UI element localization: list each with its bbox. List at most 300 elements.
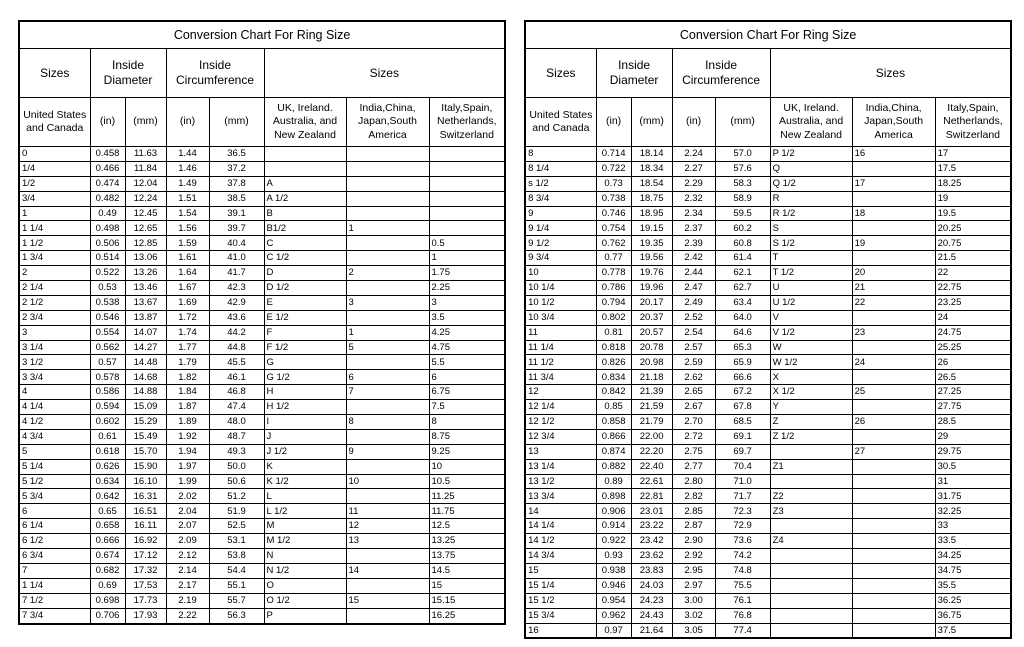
cell-us-canada-size: 1 1/4 (19, 578, 90, 593)
cell-diameter-in: 0.898 (596, 489, 631, 504)
cell-uk-size: N (264, 549, 346, 564)
cell-circumference-in: 2.29 (672, 176, 715, 191)
cell-uk-size (770, 549, 852, 564)
cell-india-size: 17 (852, 176, 935, 191)
cell-uk-size: R 1/2 (770, 206, 852, 221)
cell-diameter-in: 0.746 (596, 206, 631, 221)
cell-diameter-mm: 23.01 (631, 504, 672, 519)
cell-circumference-mm: 46.1 (209, 370, 264, 385)
cell-diameter-in: 0.682 (90, 563, 125, 578)
cell-circumference-in: 1.82 (166, 370, 209, 385)
cell-circumference-mm: 73.6 (715, 534, 770, 549)
cell-us-canada-size: 15 1/4 (525, 578, 596, 593)
cell-diameter-in: 0.586 (90, 385, 125, 400)
table-row (525, 415, 1011, 430)
cell-italy-size: 23.25 (935, 295, 1011, 310)
cell-india-size (852, 519, 935, 534)
cell-india-size (346, 578, 429, 593)
cell-us-canada-size: 1 1/2 (19, 236, 90, 251)
cell-diameter-in: 0.778 (596, 266, 631, 281)
cell-circumference-mm: 43.6 (209, 310, 264, 325)
cell-circumference-in: 1.97 (166, 459, 209, 474)
table-row (525, 459, 1011, 474)
cell-italy-size: 5.5 (429, 355, 505, 370)
cell-italy-size: 6.75 (429, 385, 505, 400)
cell-uk-size: E 1/2 (264, 310, 346, 325)
cell-uk-size: L (264, 489, 346, 504)
cell-circumference-in: 2.37 (672, 221, 715, 236)
cell-diameter-in: 0.506 (90, 236, 125, 251)
cell-circumference-in: 2.57 (672, 340, 715, 355)
cell-us-canada-size: 7 1/2 (19, 593, 90, 608)
cell-uk-size: A (264, 176, 346, 191)
cell-diameter-mm: 23.42 (631, 534, 672, 549)
cell-diameter-in: 0.722 (596, 161, 631, 176)
cell-uk-size: P (264, 608, 346, 623)
column-header-circumference-mm: (mm) (209, 98, 264, 147)
cell-india-size: 19 (852, 236, 935, 251)
cell-italy-size: 27.25 (935, 385, 1011, 400)
cell-circumference-in: 2.49 (672, 295, 715, 310)
cell-diameter-mm: 22.20 (631, 444, 672, 459)
cell-diameter-in: 0.546 (90, 310, 125, 325)
cell-italy-size: 8 (429, 415, 505, 430)
cell-diameter-mm: 14.88 (125, 385, 166, 400)
cell-italy-size: 19.5 (935, 206, 1011, 221)
cell-india-size (346, 176, 429, 191)
cell-us-canada-size: 9 (525, 206, 596, 221)
cell-circumference-in: 2.02 (166, 489, 209, 504)
cell-circumference-in: 2.09 (166, 534, 209, 549)
column-header-us-canada: United States and Canada (19, 98, 90, 147)
cell-circumference-mm: 53.8 (209, 549, 264, 564)
cell-diameter-in: 0.522 (90, 266, 125, 281)
cell-diameter-mm: 11.63 (125, 147, 166, 162)
cell-circumference-in: 2.44 (672, 266, 715, 281)
cell-circumference-in: 2.34 (672, 206, 715, 221)
cell-italy-size: 9.25 (429, 444, 505, 459)
cell-india-size: 16 (852, 147, 935, 162)
cell-diameter-in: 0.602 (90, 415, 125, 430)
cell-diameter-in: 0.57 (90, 355, 125, 370)
cell-diameter-in: 0.962 (596, 608, 631, 623)
cell-uk-size: W 1/2 (770, 355, 852, 370)
cell-india-size: 27 (852, 444, 935, 459)
cell-circumference-mm: 75.5 (715, 578, 770, 593)
cell-diameter-mm: 15.49 (125, 429, 166, 444)
cell-india-size: 8 (346, 415, 429, 430)
cell-circumference-in: 2.19 (166, 593, 209, 608)
table-row (525, 176, 1011, 191)
cell-us-canada-size: 15 3/4 (525, 608, 596, 623)
table-row (525, 623, 1011, 638)
cell-us-canada-size: 14 1/2 (525, 534, 596, 549)
cell-us-canada-size: 13 3/4 (525, 489, 596, 504)
cell-diameter-in: 0.754 (596, 221, 631, 236)
table-row (19, 459, 505, 474)
cell-circumference-in: 2.80 (672, 474, 715, 489)
table-row (19, 206, 505, 221)
cell-us-canada-size: 11 (525, 325, 596, 340)
cell-circumference-mm: 76.1 (715, 593, 770, 608)
table-body (525, 147, 1011, 639)
cell-us-canada-size: 12 (525, 385, 596, 400)
group-header-sizes-intl: Sizes (770, 49, 1011, 98)
cell-diameter-in: 0.946 (596, 578, 631, 593)
cell-italy-size: 10 (429, 459, 505, 474)
cell-india-size (852, 578, 935, 593)
table-row (525, 355, 1011, 370)
cell-diameter-in: 0.714 (596, 147, 631, 162)
cell-diameter-in: 0.826 (596, 355, 631, 370)
cell-circumference-mm: 74.8 (715, 563, 770, 578)
cell-uk-size: K (264, 459, 346, 474)
cell-us-canada-size: 3 1/4 (19, 340, 90, 355)
cell-us-canada-size: 3/4 (19, 191, 90, 206)
cell-us-canada-size: 15 (525, 563, 596, 578)
cell-circumference-mm: 39.7 (209, 221, 264, 236)
cell-circumference-mm: 45.5 (209, 355, 264, 370)
cell-circumference-in: 1.92 (166, 429, 209, 444)
cell-diameter-in: 0.786 (596, 281, 631, 296)
cell-uk-size: I (264, 415, 346, 430)
cell-uk-size: H 1/2 (264, 400, 346, 415)
cell-diameter-mm: 17.53 (125, 578, 166, 593)
table-row (19, 147, 505, 162)
cell-circumference-in: 2.70 (672, 415, 715, 430)
table-row (525, 191, 1011, 206)
cell-circumference-mm: 57.0 (715, 147, 770, 162)
table-row (525, 325, 1011, 340)
group-header-inside-circumference: Inside Circumference (672, 49, 770, 98)
cell-india-size (852, 623, 935, 638)
cell-india-size: 11 (346, 504, 429, 519)
cell-india-size: 6 (346, 370, 429, 385)
cell-circumference-mm: 44.8 (209, 340, 264, 355)
table-row (19, 534, 505, 549)
cell-diameter-mm: 23.22 (631, 519, 672, 534)
cell-diameter-in: 0.858 (596, 415, 631, 430)
cell-uk-size: Z4 (770, 534, 852, 549)
cell-circumference-in: 1.74 (166, 325, 209, 340)
table-row (525, 578, 1011, 593)
cell-circumference-in: 2.42 (672, 251, 715, 266)
table-row (525, 295, 1011, 310)
cell-india-size (346, 429, 429, 444)
cell-diameter-mm: 19.96 (631, 281, 672, 296)
cell-us-canada-size: 2 1/2 (19, 295, 90, 310)
column-header-circumference-mm: (mm) (715, 98, 770, 147)
cell-italy-size: 29.75 (935, 444, 1011, 459)
cell-circumference-in: 2.65 (672, 385, 715, 400)
table-row (19, 563, 505, 578)
cell-circumference-mm: 38.5 (209, 191, 264, 206)
cell-circumference-mm: 44.2 (209, 325, 264, 340)
cell-circumference-mm: 67.2 (715, 385, 770, 400)
cell-circumference-mm: 74.2 (715, 549, 770, 564)
table-row (525, 221, 1011, 236)
table-row (19, 340, 505, 355)
cell-diameter-mm: 12.24 (125, 191, 166, 206)
table-row (19, 251, 505, 266)
cell-circumference-mm: 65.3 (715, 340, 770, 355)
cell-diameter-in: 0.938 (596, 563, 631, 578)
group-header-sizes-intl: Sizes (264, 49, 505, 98)
cell-italy-size: 4.75 (429, 340, 505, 355)
cell-india-size (346, 251, 429, 266)
cell-italy-size (429, 161, 505, 176)
cell-us-canada-size: 1/2 (19, 176, 90, 191)
cell-circumference-in: 2.92 (672, 549, 715, 564)
cell-circumference-mm: 60.8 (715, 236, 770, 251)
table-row (19, 474, 505, 489)
cell-uk-size: H (264, 385, 346, 400)
cell-circumference-in: 2.22 (166, 608, 209, 623)
cell-uk-size: S 1/2 (770, 236, 852, 251)
cell-us-canada-size: 12 3/4 (525, 429, 596, 444)
cell-diameter-in: 0.954 (596, 593, 631, 608)
cell-circumference-in: 3.02 (672, 608, 715, 623)
column-header-us-canada: United States and Canada (525, 98, 596, 147)
cell-circumference-mm: 72.9 (715, 519, 770, 534)
cell-india-size (852, 251, 935, 266)
cell-us-canada-size: 11 1/2 (525, 355, 596, 370)
cell-uk-size: Q (770, 161, 852, 176)
cell-us-canada-size: 1 (19, 206, 90, 221)
cell-diameter-mm: 16.92 (125, 534, 166, 549)
cell-india-size (346, 147, 429, 162)
cell-india-size (852, 608, 935, 623)
cell-india-size (852, 593, 935, 608)
cell-italy-size: 31.75 (935, 489, 1011, 504)
cell-circumference-in: 1.89 (166, 415, 209, 430)
cell-circumference-in: 2.59 (672, 355, 715, 370)
cell-circumference-mm: 42.9 (209, 295, 264, 310)
column-header-row (19, 98, 505, 147)
cell-italy-size (429, 191, 505, 206)
cell-circumference-mm: 58.3 (715, 176, 770, 191)
cell-circumference-mm: 70.4 (715, 459, 770, 474)
cell-diameter-in: 0.482 (90, 191, 125, 206)
cell-uk-size: Z3 (770, 504, 852, 519)
table-body (19, 147, 505, 624)
cell-india-size: 18 (852, 206, 935, 221)
cell-us-canada-size: 9 1/2 (525, 236, 596, 251)
cell-diameter-mm: 12.04 (125, 176, 166, 191)
table-row (19, 281, 505, 296)
cell-us-canada-size: 2 (19, 266, 90, 281)
cell-uk-size: T (770, 251, 852, 266)
cell-circumference-mm: 62.1 (715, 266, 770, 281)
cell-uk-size: G 1/2 (264, 370, 346, 385)
cell-india-size: 3 (346, 295, 429, 310)
cell-uk-size (770, 623, 852, 638)
cell-india-size (346, 459, 429, 474)
cell-circumference-mm: 63.4 (715, 295, 770, 310)
cell-italy-size: 8.75 (429, 429, 505, 444)
cell-diameter-mm: 23.83 (631, 563, 672, 578)
cell-diameter-mm: 18.34 (631, 161, 672, 176)
cell-italy-size: 15 (429, 578, 505, 593)
cell-uk-size: P 1/2 (770, 147, 852, 162)
cell-italy-size: 37.5 (935, 623, 1011, 638)
cell-diameter-mm: 12.45 (125, 206, 166, 221)
cell-circumference-mm: 40.4 (209, 236, 264, 251)
cell-uk-size: B1/2 (264, 221, 346, 236)
cell-diameter-mm: 24.43 (631, 608, 672, 623)
cell-circumference-mm: 62.7 (715, 281, 770, 296)
group-header-inside-diameter: Inside Diameter (90, 49, 166, 98)
cell-italy-size: 26.5 (935, 370, 1011, 385)
cell-circumference-in: 2.75 (672, 444, 715, 459)
cell-us-canada-size: 6 (19, 504, 90, 519)
cell-circumference-in: 2.07 (166, 519, 209, 534)
cell-us-canada-size: 14 1/4 (525, 519, 596, 534)
cell-diameter-mm: 23.62 (631, 549, 672, 564)
cell-circumference-mm: 67.8 (715, 400, 770, 415)
cell-uk-size: Z 1/2 (770, 429, 852, 444)
cell-diameter-in: 0.458 (90, 147, 125, 162)
cell-uk-size: U 1/2 (770, 295, 852, 310)
cell-italy-size: 12.5 (429, 519, 505, 534)
cell-diameter-in: 0.562 (90, 340, 125, 355)
cell-uk-size: X 1/2 (770, 385, 852, 400)
cell-italy-size: 24 (935, 310, 1011, 325)
cell-india-size (346, 161, 429, 176)
cell-diameter-mm: 24.23 (631, 593, 672, 608)
cell-italy-size: 22.75 (935, 281, 1011, 296)
cell-circumference-mm: 65.9 (715, 355, 770, 370)
cell-diameter-in: 0.906 (596, 504, 631, 519)
cell-circumference-in: 2.97 (672, 578, 715, 593)
cell-circumference-mm: 39.1 (209, 206, 264, 221)
cell-india-size (346, 608, 429, 623)
cell-diameter-in: 0.666 (90, 534, 125, 549)
column-header-diameter-mm: (mm) (125, 98, 166, 147)
cell-italy-size: 29 (935, 429, 1011, 444)
cell-italy-size: 2.25 (429, 281, 505, 296)
cell-us-canada-size: 4 (19, 385, 90, 400)
cell-uk-size: Y (770, 400, 852, 415)
cell-circumference-mm: 37.2 (209, 161, 264, 176)
cell-circumference-in: 2.95 (672, 563, 715, 578)
cell-diameter-mm: 21.59 (631, 400, 672, 415)
cell-india-size: 22 (852, 295, 935, 310)
cell-diameter-in: 0.65 (90, 504, 125, 519)
cell-diameter-in: 0.53 (90, 281, 125, 296)
column-header-circumference-in: (in) (166, 98, 209, 147)
cell-us-canada-size: 16 (525, 623, 596, 638)
cell-diameter-in: 0.474 (90, 176, 125, 191)
cell-diameter-mm: 12.65 (125, 221, 166, 236)
cell-diameter-mm: 15.09 (125, 400, 166, 415)
cell-us-canada-size: 5 1/2 (19, 474, 90, 489)
cell-italy-size: 1 (429, 251, 505, 266)
table-row (19, 325, 505, 340)
table-row (19, 385, 505, 400)
cell-circumference-mm: 64.6 (715, 325, 770, 340)
cell-circumference-in: 2.24 (672, 147, 715, 162)
cell-us-canada-size: 6 3/4 (19, 549, 90, 564)
cell-diameter-mm: 19.76 (631, 266, 672, 281)
cell-us-canada-size: 1/4 (19, 161, 90, 176)
cell-uk-size: C (264, 236, 346, 251)
cell-circumference-mm: 68.5 (715, 415, 770, 430)
cell-diameter-in: 0.874 (596, 444, 631, 459)
cell-diameter-mm: 18.14 (631, 147, 672, 162)
cell-india-size (852, 549, 935, 564)
table-row (19, 578, 505, 593)
cell-diameter-in: 0.73 (596, 176, 631, 191)
cell-uk-size: W (770, 340, 852, 355)
table-row (525, 534, 1011, 549)
table-row (525, 429, 1011, 444)
cell-diameter-mm: 13.67 (125, 295, 166, 310)
table-row (525, 251, 1011, 266)
table-row (525, 549, 1011, 564)
cell-diameter-mm: 13.46 (125, 281, 166, 296)
table-row (19, 191, 505, 206)
cell-diameter-in: 0.922 (596, 534, 631, 549)
table-row (525, 206, 1011, 221)
cell-diameter-in: 0.554 (90, 325, 125, 340)
cell-us-canada-size: s 1/2 (525, 176, 596, 191)
cell-italy-size (429, 206, 505, 221)
cell-circumference-mm: 56.3 (209, 608, 264, 623)
cell-italy-size: 34.75 (935, 563, 1011, 578)
cell-circumference-mm: 50.0 (209, 459, 264, 474)
cell-india-size (852, 221, 935, 236)
cell-diameter-in: 0.69 (90, 578, 125, 593)
table-title-row (525, 21, 1011, 49)
table-row (19, 549, 505, 564)
group-header-sizes: Sizes (19, 49, 90, 98)
cell-uk-size: B (264, 206, 346, 221)
cell-diameter-mm: 14.68 (125, 370, 166, 385)
column-header-india-china: India,China, Japan,South America (346, 98, 429, 147)
cell-circumference-mm: 55.1 (209, 578, 264, 593)
cell-circumference-in: 2.52 (672, 310, 715, 325)
table-row (525, 266, 1011, 281)
cell-diameter-mm: 17.12 (125, 549, 166, 564)
cell-diameter-mm: 17.73 (125, 593, 166, 608)
cell-diameter-in: 0.514 (90, 251, 125, 266)
cell-diameter-mm: 22.61 (631, 474, 672, 489)
cell-diameter-in: 0.658 (90, 519, 125, 534)
cell-uk-size: Z1 (770, 459, 852, 474)
cell-us-canada-size: 7 3/4 (19, 608, 90, 623)
cell-circumference-mm: 53.1 (209, 534, 264, 549)
cell-diameter-mm: 24.03 (631, 578, 672, 593)
cell-diameter-mm: 19.15 (631, 221, 672, 236)
cell-circumference-in: 2.04 (166, 504, 209, 519)
cell-us-canada-size: 10 (525, 266, 596, 281)
table-row (19, 444, 505, 459)
table-row (19, 415, 505, 430)
cell-diameter-mm: 17.32 (125, 563, 166, 578)
table-row (525, 608, 1011, 623)
cell-circumference-mm: 48.7 (209, 429, 264, 444)
cell-circumference-mm: 37.8 (209, 176, 264, 191)
table-row (19, 221, 505, 236)
cell-uk-size (770, 593, 852, 608)
cell-india-size (852, 400, 935, 415)
cell-us-canada-size: 6 1/2 (19, 534, 90, 549)
table-row (525, 370, 1011, 385)
cell-us-canada-size: 10 1/4 (525, 281, 596, 296)
cell-uk-size: V 1/2 (770, 325, 852, 340)
cell-diameter-in: 0.626 (90, 459, 125, 474)
